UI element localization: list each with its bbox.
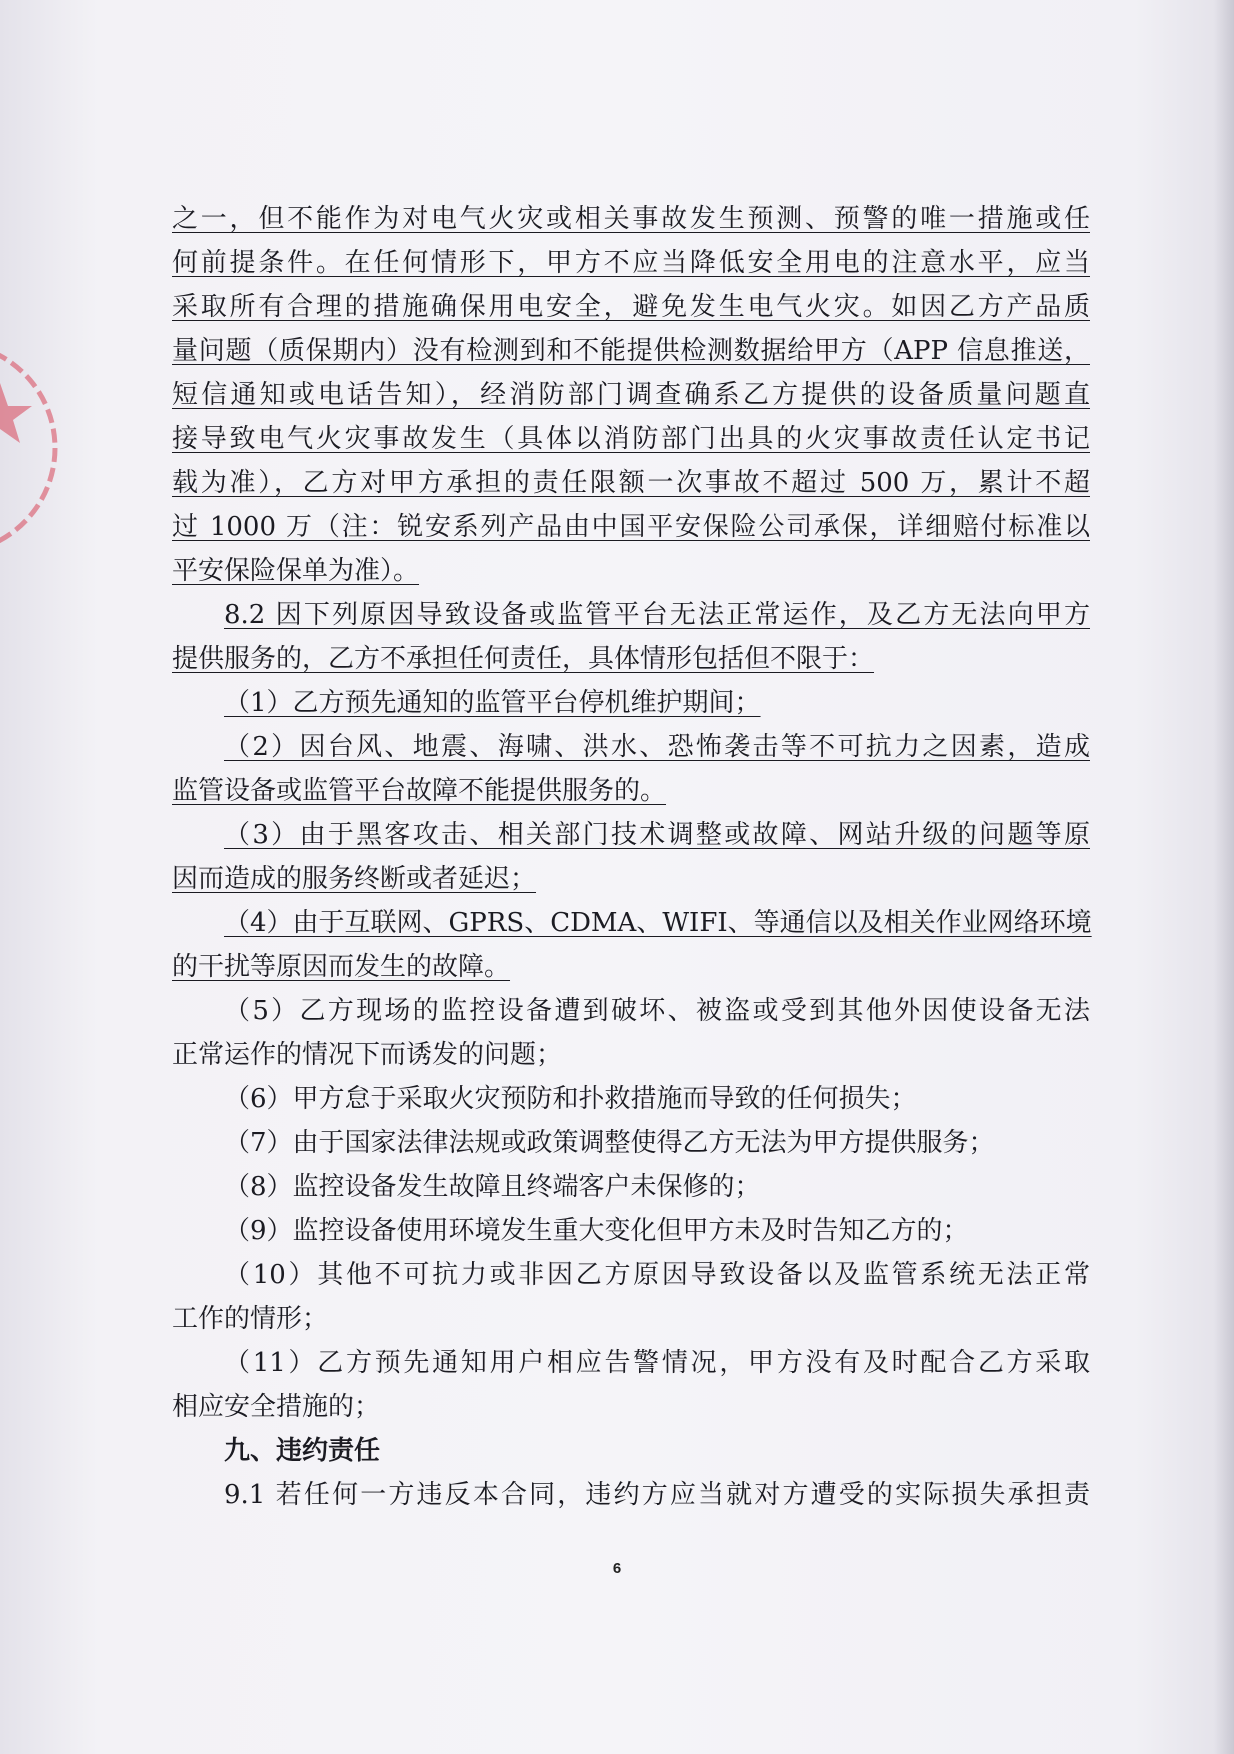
text-line: 载为准），乙方对甲方承担的责任限额一次事故不超过 500 万，累计不超 xyxy=(172,468,1090,498)
text-line: 量问题（质保期内）没有检测到和不能提供检测数据给甲方（APP 信息推送， xyxy=(172,336,1090,366)
clause-8-2-line: 提供服务的，乙方不承担任何责任，具体情形包括但不限于： xyxy=(172,644,875,674)
list-item-continuation: 正常运作的情况下而诱发的问题； xyxy=(172,1040,563,1070)
list-item: （5）乙方现场的监控设备遭到破坏、被盗或受到其他外因使设备无法 xyxy=(224,996,1090,1026)
list-item: （2）因台风、地震、海啸、洪水、恐怖袭击等不可抗力之因素，造成 xyxy=(224,732,1090,762)
clause-8-2-line: 8.2 因下列原因导致设备或监管平台无法正常运作，及乙方无法向甲方 xyxy=(224,600,1090,630)
list-item-continuation: 相应安全措施的； xyxy=(172,1392,381,1422)
text-line: 之一，但不能作为对电气火灾或相关事故发生预测、预警的唯一措施或任 xyxy=(172,204,1090,234)
clause-9-1-line: 9.1 若任何一方违反本合同，违约方应当就对方遭受的实际损失承担责 xyxy=(224,1480,1090,1510)
text-line: 何前提条件。在任何情形下，甲方不应当降低安全用电的注意水平，应当 xyxy=(172,248,1090,278)
list-item-continuation: 监管设备或监管平台故障不能提供服务的。 xyxy=(172,776,667,806)
section-heading: 九、违约责任 xyxy=(224,1436,381,1466)
list-item: （3）由于黑客攻击、相关部门技术调整或故障、网站升级的问题等原 xyxy=(224,820,1090,850)
list-item: （10）其他不可抗力或非因乙方原因导致设备以及监管系统无法正常 xyxy=(224,1260,1090,1290)
list-item: （9）监控设备使用环境发生重大变化但甲方未及时告知乙方的； xyxy=(224,1216,969,1246)
list-item: （8）监控设备发生故障且终端客户未保修的； xyxy=(224,1172,761,1202)
text-line: 短信通知或电话告知），经消防部门调查确系乙方提供的设备质量问题直 xyxy=(172,380,1090,410)
text-line: 采取所有合理的措施确保用电安全，避免发生电气火灾。如因乙方产品质 xyxy=(172,292,1090,322)
text-line: 过 1000 万（注：锐安系列产品由中国平安保险公司承保，详细赔付标准以 xyxy=(172,512,1090,542)
list-item: （7）由于国家法律法规或政策调整使得乙方无法为甲方提供服务； xyxy=(224,1128,995,1158)
contract-text-body xyxy=(172,197,1090,1517)
list-item-continuation: 的干扰等原因而发生的故障。 xyxy=(172,952,511,982)
text-line: 接导致电气火灾事故发生（具体以消防部门出具的火灾事故责任认定书记 xyxy=(172,424,1090,454)
list-item-continuation: 因而造成的服务终断或者延迟； xyxy=(172,864,537,894)
list-item-continuation: 工作的情形； xyxy=(172,1304,329,1334)
text-line: 平安保险保单为准）。 xyxy=(172,556,420,586)
list-item: （1）乙方预先通知的监管平台停机维护期间； xyxy=(224,688,761,718)
list-item: （11）乙方预先通知用户相应告警情况，甲方没有及时配合乙方采取 xyxy=(224,1348,1090,1378)
red-seal-stamp-partial xyxy=(0,318,60,578)
list-item: （6）甲方怠于采取火灾预防和扑救措施而导致的任何损失； xyxy=(224,1084,917,1114)
page-number: 6 xyxy=(612,1560,622,1577)
list-item: （4）由于互联网、GPRS、CDMA、WIFI、等通信以及相关作业网络环境 xyxy=(224,908,1092,938)
page-edge-shadow xyxy=(1214,0,1234,1754)
